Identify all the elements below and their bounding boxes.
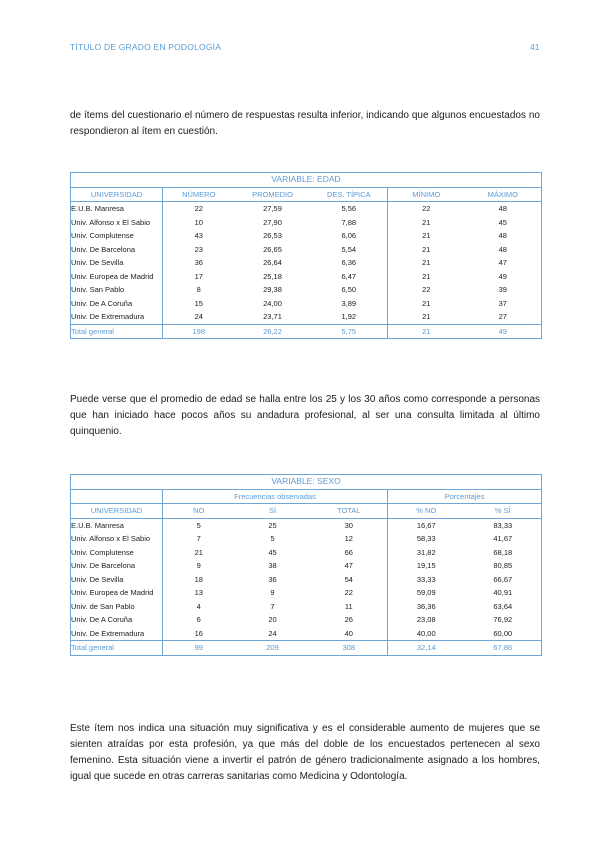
cell-university: Univ. De Extremadura	[71, 627, 163, 641]
cell-value: 20	[268, 615, 277, 624]
cell-value: 198	[163, 324, 235, 339]
table-row	[71, 256, 542, 270]
cell-value: 22	[422, 204, 431, 213]
cell-value: 7	[270, 601, 275, 611]
cell-value: 9	[196, 561, 201, 570]
cell-value: 21	[422, 271, 431, 281]
paragraph-edad-comment: Puede verse que el promedio de edad se halla entre los 25 y los 30 años como corresponde a personas que han iniciado hace pocos años su andadura profesional, al ser una consulta limitada al último quinquenio.	[70, 394, 540, 437]
col-header: PROMEDIO	[235, 187, 311, 202]
cell-value: 33,33	[416, 574, 436, 584]
cell-value: 7	[196, 534, 201, 543]
cell-university: Univ. de San Pablo	[71, 600, 163, 614]
group-header-empty	[71, 489, 163, 504]
cell-university: Univ. De Sevilla	[71, 256, 163, 270]
cell-value: 27,59	[263, 204, 282, 213]
table-row	[71, 202, 542, 216]
table-row	[71, 216, 542, 230]
cell-value: 4	[196, 601, 201, 611]
cell-value: 36	[194, 258, 203, 267]
table-row	[71, 310, 542, 324]
cell-value: 5	[196, 520, 201, 530]
cell-value: 7,88	[311, 216, 388, 230]
cell-value: 9	[270, 588, 275, 597]
group-header-percent: Porcentajes	[388, 489, 542, 504]
cell-value: 41,67	[493, 534, 513, 543]
cell-university: Univ. De Barcelona	[71, 559, 163, 573]
cell-value: 6,36	[311, 256, 388, 270]
cell-university: Univ. De Sevilla	[71, 573, 163, 587]
cell-value: 1,92	[311, 310, 388, 324]
table-row	[71, 297, 542, 311]
cell-value: 24	[268, 628, 277, 638]
table-row	[71, 613, 542, 627]
cell-value: 3,89	[311, 297, 388, 311]
cell-value: 63,64	[493, 601, 513, 611]
cell-value: 6	[196, 615, 201, 624]
cell-university: Total general	[71, 324, 163, 339]
table-sexo	[70, 474, 542, 656]
cell-value: 6,06	[311, 229, 388, 243]
cell-value: 21	[422, 244, 431, 254]
cell-value: 13	[194, 588, 203, 597]
cell-university: Univ. Complutense	[71, 229, 163, 243]
cell-university: Univ. De Extremadura	[71, 310, 163, 324]
cell-value: 40,00	[416, 628, 436, 638]
cell-value: 5,56	[311, 202, 388, 216]
table-row	[71, 283, 542, 297]
cell-value: 21	[422, 258, 431, 267]
table-total-row	[71, 641, 542, 656]
table-row	[71, 229, 542, 243]
cell-value: 16,67	[416, 520, 436, 530]
cell-value: 54	[311, 573, 388, 587]
cell-value: 49	[465, 324, 542, 339]
cell-value: 22	[422, 285, 431, 294]
cell-value: 6,50	[311, 283, 388, 297]
paragraph-sexo-comment: Este ítem nos indica una situación muy significativa y es el considerable aumento de mujeres que se sienten atraídas por esta profesión, ya que más del doble de los encuestados pertenecen al sexo femenino. Esta situación viene a invertir el patrón de género tradicionalmente asignado a los hombres, igual que sucede en otras carreras sanitarias como Medicina y Odontología.	[70, 723, 540, 782]
cell-value: 30	[311, 518, 388, 532]
cell-value: 17	[194, 271, 203, 281]
cell-value: 25,18	[263, 271, 282, 281]
table-row	[71, 546, 542, 560]
table-row	[71, 600, 542, 614]
cell-value: 48	[498, 244, 507, 254]
cell-value: 49	[498, 271, 507, 281]
cell-value: 21	[422, 298, 431, 308]
table-row	[71, 518, 542, 532]
col-header: NO	[163, 504, 235, 519]
cell-value: 45	[498, 217, 507, 227]
cell-value: 32,14	[388, 641, 465, 656]
col-header: TOTAL	[311, 504, 388, 519]
cell-value: 23,08	[416, 615, 436, 624]
cell-value: 23	[194, 244, 203, 254]
cell-value: 45	[268, 547, 277, 557]
col-header: % NO	[388, 504, 465, 519]
group-header-observed: Frecuencias observadas	[163, 489, 388, 504]
col-header: % SÍ	[465, 504, 542, 519]
cell-value: 11	[311, 600, 388, 614]
cell-value: 21	[422, 231, 431, 240]
cell-value: 26	[311, 613, 388, 627]
cell-value: 24	[194, 312, 203, 321]
cell-university: Total general	[71, 641, 163, 656]
cell-value: 21	[422, 312, 431, 321]
cell-value: 25	[268, 520, 277, 530]
cell-university: E.U.B. Manresa	[71, 518, 163, 532]
cell-value: 19,15	[416, 561, 436, 570]
cell-value: 40	[311, 627, 388, 641]
table-row	[71, 586, 542, 600]
table-row	[71, 243, 542, 257]
cell-university: Univ. Complutense	[71, 546, 163, 560]
paragraph-intro: de ítems del cuestionario el número de respuestas resulta inferior, indicando que algunos encuestados no respondieron al ítem en cuestión.	[70, 110, 540, 137]
cell-value: 60,00	[493, 628, 513, 638]
cell-value: 43	[194, 231, 203, 240]
cell-university: Univ. Alfonso x El Sabio	[71, 532, 163, 546]
cell-university: Univ. Europea de Madrid	[71, 270, 163, 284]
cell-value: 39	[498, 285, 507, 294]
cell-value: 24,00	[263, 298, 282, 308]
cell-value: 27	[498, 312, 507, 321]
table-row	[71, 532, 542, 546]
cell-value: 48	[498, 231, 507, 240]
cell-value: 59,09	[416, 588, 436, 597]
table-row	[71, 627, 542, 641]
table-total-row	[71, 324, 542, 339]
cell-value: 5	[270, 534, 275, 543]
cell-value: 6,47	[311, 270, 388, 284]
cell-value: 80,85	[493, 561, 513, 570]
cell-value: 5,54	[311, 243, 388, 257]
cell-value: 26,65	[263, 244, 282, 254]
cell-university: Univ. De Barcelona	[71, 243, 163, 257]
cell-value: 308	[311, 641, 388, 656]
cell-university: Univ. Europea de Madrid	[71, 586, 163, 600]
col-header: UNIVERSIDAD	[71, 504, 163, 519]
cell-value: 23,71	[263, 312, 282, 321]
running-header-title: TÍTULO DE GRADO EN PODOLOGÍA	[70, 42, 222, 52]
cell-value: 66,67	[493, 574, 513, 584]
cell-value: 36	[268, 574, 277, 584]
col-header: MÍNIMO	[388, 187, 465, 202]
cell-value: 26,64	[263, 258, 282, 267]
table-edad	[70, 172, 542, 339]
cell-value: 48	[498, 204, 507, 213]
cell-value: 36,36	[416, 601, 436, 611]
cell-value: 12	[311, 532, 388, 546]
cell-value: 21	[388, 324, 465, 339]
col-header: DES. TÍPICA	[311, 187, 388, 202]
cell-value: 27,90	[263, 217, 282, 227]
cell-value: 37	[498, 298, 507, 308]
cell-value: 58,33	[416, 534, 436, 543]
cell-value: 18	[194, 574, 203, 584]
cell-value: 29,38	[263, 285, 282, 294]
cell-value: 22	[311, 586, 388, 600]
cell-value: 68,18	[493, 547, 513, 557]
table-sexo-title: VARIABLE: SEXO	[71, 475, 542, 490]
cell-value: 8	[196, 285, 201, 294]
cell-value: 76,92	[493, 615, 513, 624]
table-edad-title: VARIABLE: EDAD	[71, 173, 542, 188]
page-number: 41	[530, 42, 540, 52]
cell-value: 21	[194, 547, 203, 557]
cell-value: 15	[194, 298, 203, 308]
cell-value: 16	[194, 628, 203, 638]
col-header: UNIVERSIDAD	[71, 187, 163, 202]
cell-university: Univ. De A Coruña	[71, 613, 163, 627]
cell-value: 67,86	[465, 641, 542, 656]
cell-value: 47	[498, 258, 507, 267]
table-row	[71, 559, 542, 573]
cell-university: Univ. San Pablo	[71, 283, 163, 297]
cell-value: 66	[311, 546, 388, 560]
cell-value: 38	[268, 561, 277, 570]
cell-value: 10	[194, 217, 203, 227]
cell-value: 26,22	[235, 324, 311, 339]
col-header: NÚMERO	[163, 187, 235, 202]
cell-university: Univ. Alfonso x El Sabio	[71, 216, 163, 230]
col-header: SÍ	[235, 504, 311, 519]
cell-value: 47	[311, 559, 388, 573]
cell-value: 209	[235, 641, 311, 656]
cell-value: 22	[194, 204, 203, 213]
cell-university: Univ. De A Coruña	[71, 297, 163, 311]
cell-university: E.U.B. Manresa	[71, 202, 163, 216]
cell-value: 40,91	[493, 588, 513, 597]
table-row	[71, 573, 542, 587]
cell-value: 31,82	[416, 547, 436, 557]
cell-value: 83,33	[493, 520, 513, 530]
cell-value: 99	[163, 641, 235, 656]
cell-value: 21	[422, 217, 431, 227]
table-row	[71, 270, 542, 284]
cell-value: 26,53	[263, 231, 282, 240]
cell-value: 5,75	[311, 324, 388, 339]
col-header: MÁXIMO	[465, 187, 542, 202]
